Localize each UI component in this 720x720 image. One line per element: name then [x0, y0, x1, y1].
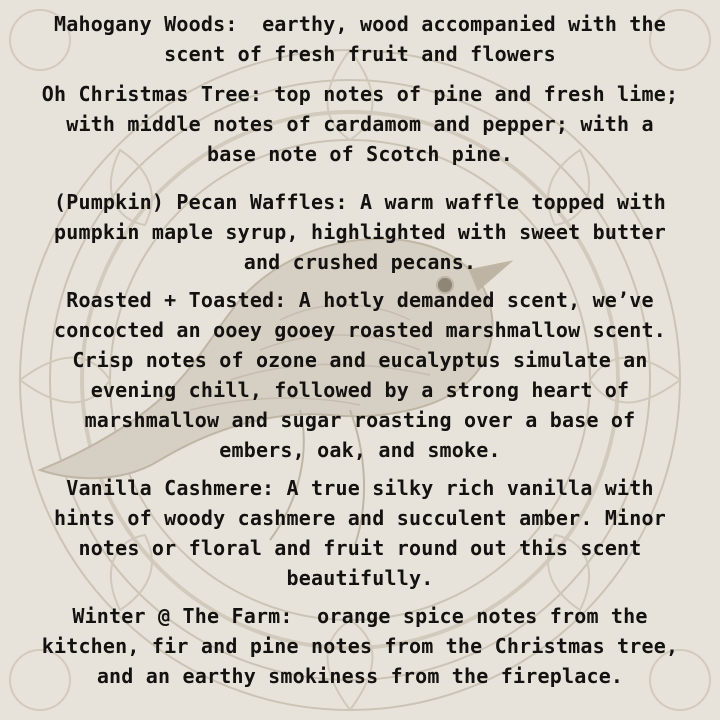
text-line: pumpkin maple syrup, highlighted with sweet butter: [53, 220, 667, 244]
scent-entry-roasted-toasted: [6, 285, 714, 465]
scent-entry-vanilla-cashmere: [6, 473, 714, 593]
text-line: Oh Christmas Tree: top notes of pine and fresh lime;: [41, 82, 679, 106]
text-line: evening chill, followed by a strong heart of: [90, 378, 630, 402]
scent-entry-oh-christmas-tree: [6, 79, 714, 169]
text-line: embers, oak, and smoke.: [219, 438, 501, 462]
text-line: Winter @ The Farm: orange spice notes from the: [72, 604, 648, 628]
text-line: kitchen, fir and pine notes from the Christmas tree,: [41, 634, 679, 658]
scent-entry-pecan-waffles: [6, 187, 714, 277]
text-line: Vanilla Cashmere: A true silky rich vanilla with: [66, 476, 654, 500]
text-line: notes or floral and fruit round out this scent: [78, 536, 642, 560]
text-line: beautifully.: [286, 566, 434, 590]
text-line: base note of Scotch pine.: [206, 142, 514, 166]
scent-entry-winter-at-the-farm: [6, 601, 714, 691]
text-line: marshmallow and sugar roasting over a base of: [84, 408, 636, 432]
scent-entry-mahogany-woods: [6, 9, 714, 69]
text-line: scent of fresh fruit and flowers: [164, 42, 556, 66]
text-line: and crushed pecans.: [243, 250, 477, 274]
text-line: Roasted + Toasted: A hotly demanded scent, we’ve: [66, 288, 654, 312]
text-line: concocted an ooey gooey roasted marshmallow scent.: [53, 318, 667, 342]
text-line: hints of woody cashmere and succulent amber. Minor: [53, 506, 667, 530]
text-line: and an earthy smokiness from the fireplace.: [96, 664, 624, 688]
text-line: Mahogany Woods: earthy, wood accompanied with the: [53, 12, 667, 36]
text-line: (Pumpkin) Pecan Waffles: A warm waffle topped with: [53, 190, 667, 214]
text-line: with middle notes of cardamom and pepper; with a: [66, 112, 654, 136]
text-line: Crisp notes of ozone and eucalyptus simulate an: [72, 348, 648, 372]
